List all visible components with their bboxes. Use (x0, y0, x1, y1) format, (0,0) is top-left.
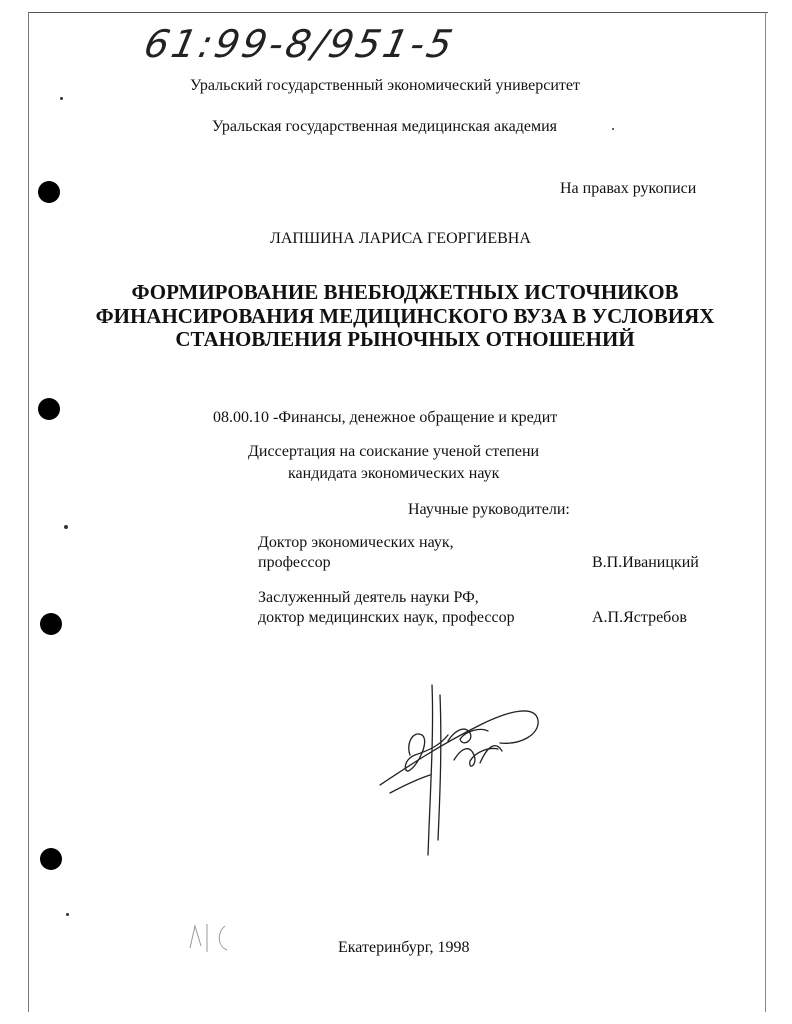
handwritten-number: 61:99-8/951-5 (140, 22, 460, 66)
supervisor-2-title-2: доктор медицинских наук, профессор (258, 609, 515, 626)
institution-1: Уральский государственный экономический университет (190, 77, 580, 94)
punch-hole-2 (38, 398, 60, 420)
scan-border-top (28, 12, 768, 13)
manuscript-note: На правах рукописи (560, 180, 697, 197)
scan-speck (612, 128, 614, 130)
city-year: Екатеринбург, 1998 (338, 939, 470, 956)
supervisor-2-title-1: Заслуженный деятель науки РФ, (258, 589, 479, 606)
supervisors-heading: Научные руководители: (408, 501, 570, 518)
specialty: 08.00.10 -Финансы, денежное обращение и кредит (213, 409, 558, 426)
thesis-title-line-3: СТАНОВЛЕНИЯ РЫНОЧНЫХ ОТНОШЕНИЙ (175, 327, 635, 351)
punch-hole-3 (40, 613, 62, 635)
supervisor-1-title-1: Доктор экономических наук, (258, 534, 454, 551)
institution-2: Уральская государственная медицинская академия (212, 118, 557, 135)
supervisor-2-name: А.П.Ястребов (592, 609, 687, 626)
dissertation-line-2: кандидата экономических наук (288, 465, 500, 482)
scan-speck (60, 97, 63, 100)
signature (370, 675, 560, 860)
dissertation-line-1: Диссертация на соискание ученой степени (248, 443, 540, 460)
thesis-title-line-2: ФИНАНСИРОВАНИЯ МЕДИЦИНСКОГО ВУЗА В УСЛОВИЯХ (95, 304, 715, 328)
author-name: ЛАПШИНА ЛАРИСА ГЕОРГИЕВНА (270, 230, 531, 247)
thesis-title-line-1: ФОРМИРОВАНИЕ ВНЕБЮДЖЕТНЫХ ИСТОЧНИКОВ (131, 280, 679, 304)
scan-speck (66, 913, 69, 916)
scan-border-left (28, 12, 29, 1012)
scan-speck (64, 525, 68, 529)
punch-hole-4 (40, 848, 62, 870)
supervisor-1-name: В.П.Иваницкий (592, 554, 699, 571)
supervisor-1-title-2: профессор (258, 554, 331, 571)
faint-mark (185, 918, 245, 958)
scan-border-right (765, 12, 766, 1012)
punch-hole-1 (38, 181, 60, 203)
